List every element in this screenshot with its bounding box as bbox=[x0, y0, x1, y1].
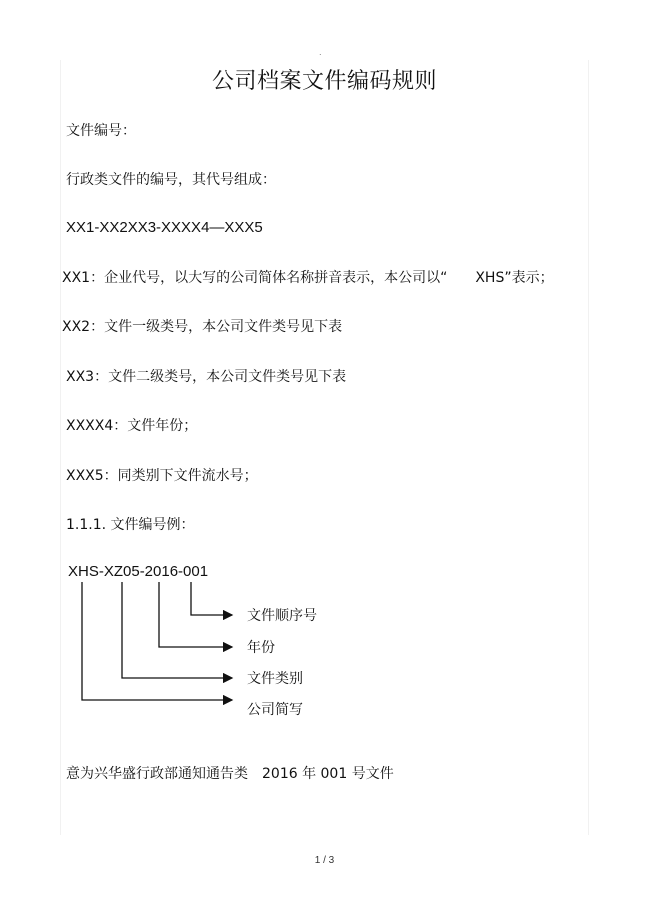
category-label: 文件类别 bbox=[247, 671, 303, 687]
category-connector bbox=[122, 582, 232, 678]
example-meaning: 意为兴华盛行政部通知通告类 2016 年 001 号文件 bbox=[66, 766, 394, 782]
example-heading: 1.1.1. 文件编号例： bbox=[66, 517, 195, 533]
sequence-number-label: 文件顺序号 bbox=[247, 608, 317, 624]
year-label: 年份 bbox=[247, 640, 275, 656]
company-short-label: 公司简写 bbox=[247, 702, 303, 718]
page-number: 1 / 3 bbox=[314, 855, 335, 866]
document-title: 公司档案文件编码规则 bbox=[211, 69, 437, 94]
sequence-number-connector bbox=[191, 582, 232, 615]
admin-file-code-intro: 行政类文件的编号，其代号组成： bbox=[66, 172, 276, 188]
code-breakdown-lines bbox=[60, 560, 380, 730]
xx3-definition: XX3：文件二级类号，本公司文件类号见下表 bbox=[66, 369, 347, 385]
xxxx4-definition: XXXX4：文件年份； bbox=[66, 418, 198, 434]
file-number-heading: 文件编号： bbox=[66, 123, 136, 139]
page-right-edge bbox=[588, 60, 589, 835]
xx2-definition: XX2：文件一级类号，本公司文件类号见下表 bbox=[62, 319, 343, 335]
header-mark: . bbox=[319, 48, 322, 57]
company-short-connector bbox=[82, 582, 232, 700]
xxx5-definition: XXX5：同类别下文件流水号； bbox=[66, 468, 258, 484]
code-pattern: XX1-XX2XX3-XXXX4—XXX5 bbox=[66, 219, 263, 236]
code-example-diagram bbox=[60, 560, 380, 730]
example-code: XHS-XZ05-2016-001 bbox=[68, 563, 209, 580]
xx1-definition: XX1：企业代号，以大写的公司简体名称拼音表示，本公司以“ XHS”表示； bbox=[62, 270, 554, 286]
